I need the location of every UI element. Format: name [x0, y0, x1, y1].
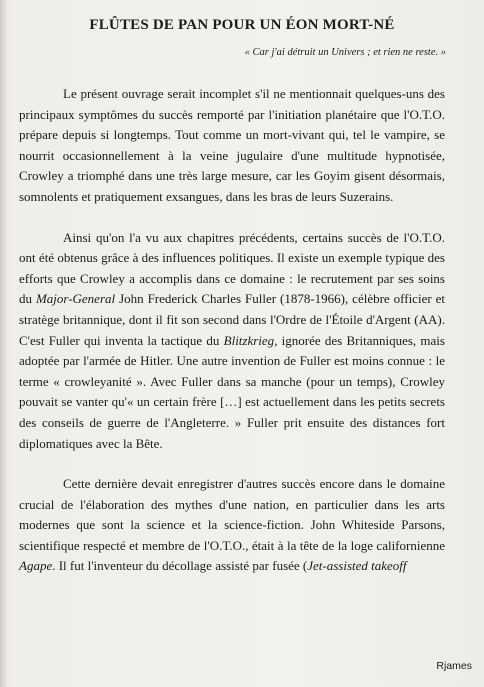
paragraph-1: Le présent ouvrage serait incomplet s'il ne mentionnait quelques-uns des principaux symptômes du succès remporté par l'initiation planétaire que l'O.T.O. prépare depuis si longtemps. Tout comme un mort-vivant qui, tel le vampire, se nourrit occasionnellement à la veine jugulaire d'une multitude hypnotisée, Crowley a triomphé dans une très large mesure, car les Goyim gisent désormais, somnolents et pratiquement exsangues, dans les bras de leurs Suzerains.	[19, 86, 445, 204]
italic-blitzkrieg: Blitzkrieg	[223, 332, 275, 348]
paragraph-2-part-a: Ainsi qu'on l'a vu aux chapitres précédents, certains succès de l'O.T.O. ont été obtenus grâce à des influences politiques. Il existe un exemple typique des efforts que Crowley a accomplis dans ce domaine : le recrutement par ses soins du	[19, 229, 445, 307]
paragraph-2-part-c: John Frederick Charles Fuller (1878-1966), célèbre officier et stratège britannique, dont il fit son second dans l'Ordre de l'Étoile d'Argent (AA). C'est Fuller qui inventa la tactique du	[19, 291, 445, 348]
scan-signature: Rjames	[436, 660, 472, 672]
italic-major-general: Major-General	[35, 291, 116, 307]
paragraph-3-part-a: Cette dernière devait enregistrer d'autres succès encore dans le domaine crucial de l'élaboration des mythes d'une nation, en particulier dans les arts modernes que sont la science et la science-fiction. John Whiteside Parsons, scientifique respecté et membre de l'O.T.O., était à la tête de la loge californienne	[19, 476, 445, 553]
italic-agape: Agape	[19, 558, 53, 574]
chapter-title: FLÛTES DE PAN POUR UN ÉON MORT-NÉ	[89, 17, 395, 33]
paragraph-3-part-c: . Il fut l'inventeur du décollage assisté par fusée (	[52, 558, 308, 574]
paragraph-2	[19, 228, 445, 455]
paragraph-2-part-e: , ignorée des Britanniques, mais adoptée par l'armée de Hitler. Une autre invention de Fuller est moins connue : le terme « crowleyanité ». Avec Fuller dans sa manche (pour un temps), Crowley pouvait se vanter qu'« un certain frère […] est actuellement dans les petits secrets des conseils de guerre de l'Angleterre. » Fuller prit ensuite des distances fort diplomatiques avec la Bête.	[19, 332, 445, 451]
body-text	[19, 84, 445, 577]
italic-jet-assisted-takeoff: Jet-assisted takeoff	[307, 558, 407, 574]
epigraph: « Car j'ai détruit un Univers ; et rien ne reste. »	[244, 47, 446, 58]
paragraph-3	[19, 474, 445, 577]
page-gutter-shadow	[0, 0, 6, 687]
